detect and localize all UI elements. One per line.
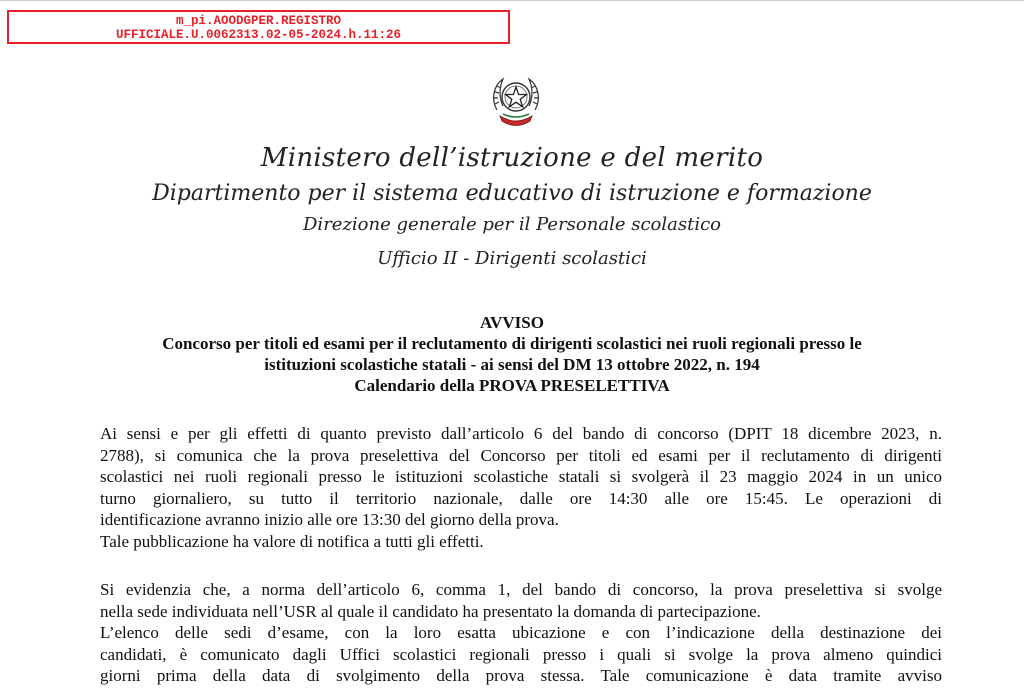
notice-heading: AVVISO (480, 313, 544, 332)
notice-subject-line2: istituzioni scolastiche statali - ai sensi del DM 13 ottobre 2022, n. 194 (264, 355, 760, 374)
paragraph-2-line: candidati, è comunicato dagli Uffici scolastici regionali presso i quali si svolge la prova almeno quindici (100, 644, 942, 664)
page-top-border (0, 0, 1024, 1)
paragraph-1-line: Tale pubblicazione ha valore di notifica a tutti gli effetti. (100, 531, 484, 551)
notice-subject-line3: Calendario della PROVA PRESELETTIVA (354, 376, 670, 395)
department-name: Dipartimento per il sistema educativo di istruzione e formazione (152, 181, 872, 206)
paragraph-2-line: nella sede individuata nell’USR al quale il candidato ha presentato la domanda di partecipazione. (100, 601, 761, 621)
protocol-stamp (7, 10, 510, 44)
paragraph-2-line: L’elenco delle sedi d’esame, con la loro esatta ubicazione e con l’indicazione della destinazione dei (100, 623, 942, 642)
paragraph-2-line: giorni prima della data di svolgimento della prova stessa. Tale comunicazione è data tramite avviso (100, 666, 942, 685)
notice-subject-line1: Concorso per titoli ed esami per il reclutamento di dirigenti scolastici nei ruoli regionali presso le (162, 334, 862, 353)
protocol-stamp-line2: UFFICIALE.U.0062313.02-05-2024.h.11:26 (115, 28, 402, 42)
protocol-stamp-line1: m_pi.AOODGPER.REGISTRO (175, 14, 342, 28)
paragraph-1-line: turno giornaliero, su tutto il territorio nazionale, dalle ore 14:30 alle ore 15:45. Le operazioni di (100, 488, 942, 508)
paragraph-1 (100, 423, 942, 552)
notice-title (100, 312, 924, 396)
paragraph-1-line: 2788), si comunica che la prova preselettiva del Concorso per titoli ed esami per il reclutamento di dirigenti (100, 445, 942, 465)
directorate-name: Direzione generale per il Personale scolastico (303, 214, 721, 235)
paragraph-2-line: Si evidenzia che, a norma dell’articolo 6, comma 1, del bando di concorso, la prova preselettiva si svolge (100, 580, 942, 599)
italian-republic-emblem-icon (487, 70, 545, 132)
paragraph-1-line: identificazione avranno inizio alle ore 13:30 del giorno della prova. (100, 510, 559, 529)
office-name: Ufficio II - Dirigenti scolastici (377, 248, 647, 269)
ministry-name: Ministero dell’istruzione e del merito (260, 143, 764, 173)
paragraph-1-line: Ai sensi e per gli effetti di quanto previsto dall’articolo 6 del bando di concorso (DPIT 18 dicembre 2023, n. (100, 424, 942, 443)
paragraph-1-line: scolastici nei ruoli regionali presso le istituzioni scolastiche statali si svolgerà il 23 maggio 2024 in un unico (100, 467, 942, 486)
paragraph-2 (100, 579, 942, 687)
